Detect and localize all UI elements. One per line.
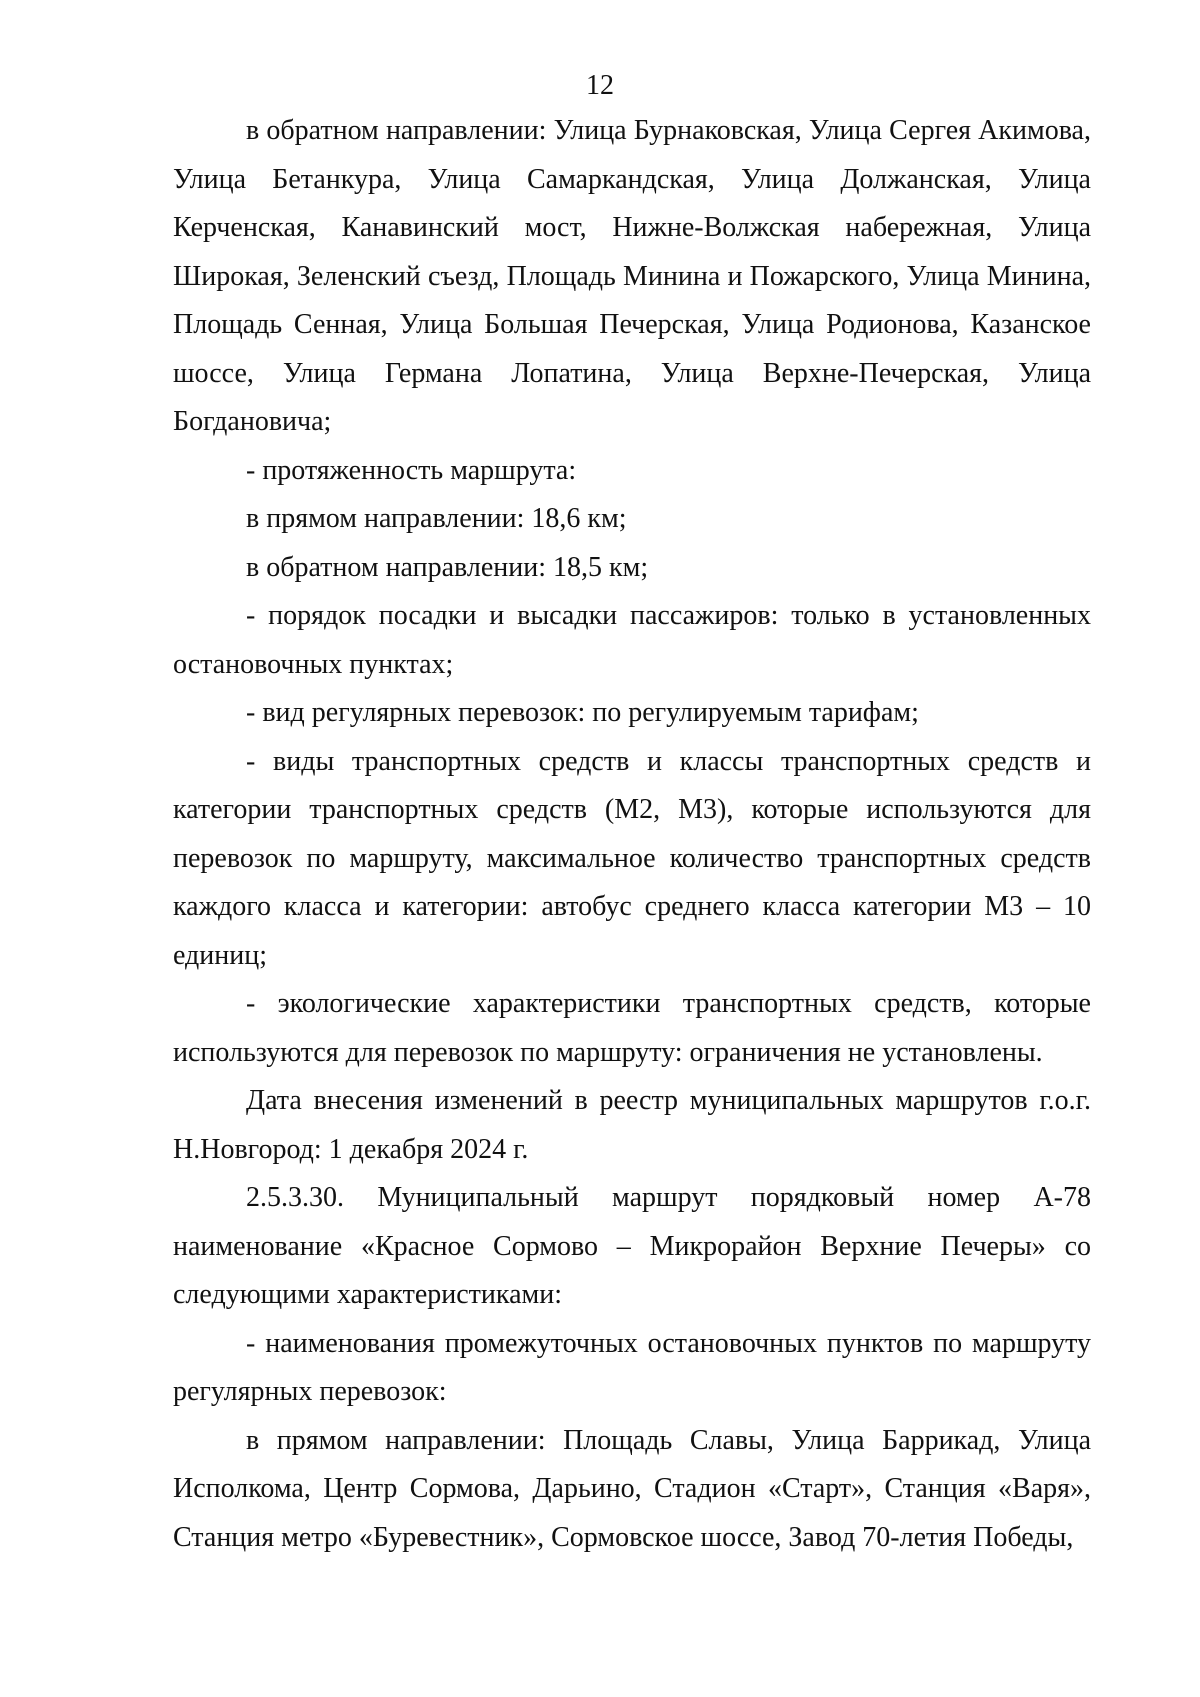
paragraph-reverse-direction-stops: в обратном направлении: Улица Бурнаковская, Улица Сергея Акимова, Улица Бетанкура, Улица Самаркандская, Улица Должанская, Улица Керченская, Канавинский мост, Нижне-Волжская набережная, Улица Широкая, Зеленский съезд, Площадь Минина и Пожарского, Улица Минина, Площадь Сенная, Улица Большая Печерская, Улица Родионова, Казанское шоссе, Улица Германа Лопатина, Улица Верхне-Печерская, Улица Богдановича; [173, 115, 1091, 437]
paragraph-boarding-order: - порядок посадки и высадки пассажиров: только в установленных остановочных пунктах; [173, 600, 1091, 680]
paragraph-ecological-characteristics: - экологические характеристики транспортных средств, которые используются для перевозок по маршруту: ограничения не установлены. [173, 988, 1091, 1068]
document-body [173, 107, 1091, 1562]
paragraph-length-forward: в прямом направлении: 18,6 км; [246, 503, 627, 534]
paragraph-forward-direction-stops: в прямом направлении: Площадь Славы, Улица Баррикад, Улица Исполкома, Центр Сормова, Дарьино, Стадион «Старт», Станция «Варя», Станция метро «Буревестник», Сормовское шоссе, Завод 70-летия Победы, [173, 1424, 1091, 1553]
paragraph-intermediate-stops: - наименования промежуточных остановочных пунктов по маршруту регулярных перевозок: [173, 1327, 1091, 1407]
paragraph-transport-type: - вид регулярных перевозок: по регулируемым тарифам; [246, 697, 919, 728]
paragraph-route-length: - протяженность маршрута: [246, 454, 577, 486]
paragraph-registry-change-date: Дата внесения изменений в реестр муниципальных маршрутов г.о.г. Н.Новгород: 1 декабря 2024 г. [173, 1085, 1091, 1165]
paragraph-route-a78-heading: 2.5.3.30. Муниципальный маршрут порядковый номер А-78 наименование «Красное Сормово – Микрорайон Верхние Печеры» со следующими характеристиками: [173, 1182, 1091, 1310]
page-number: 12 [586, 70, 614, 101]
paragraph-length-reverse: в обратном направлении: 18,5 км; [246, 551, 649, 583]
paragraph-vehicle-classes: - виды транспортных средств и классы транспортных средств и категории транспортных средств (М2, М3), которые используются для перевозок по маршруту, максимальное количество транспортных средств каждого класса и категории: автобус среднего класса категории М3 – 10 единиц; [173, 745, 1091, 971]
